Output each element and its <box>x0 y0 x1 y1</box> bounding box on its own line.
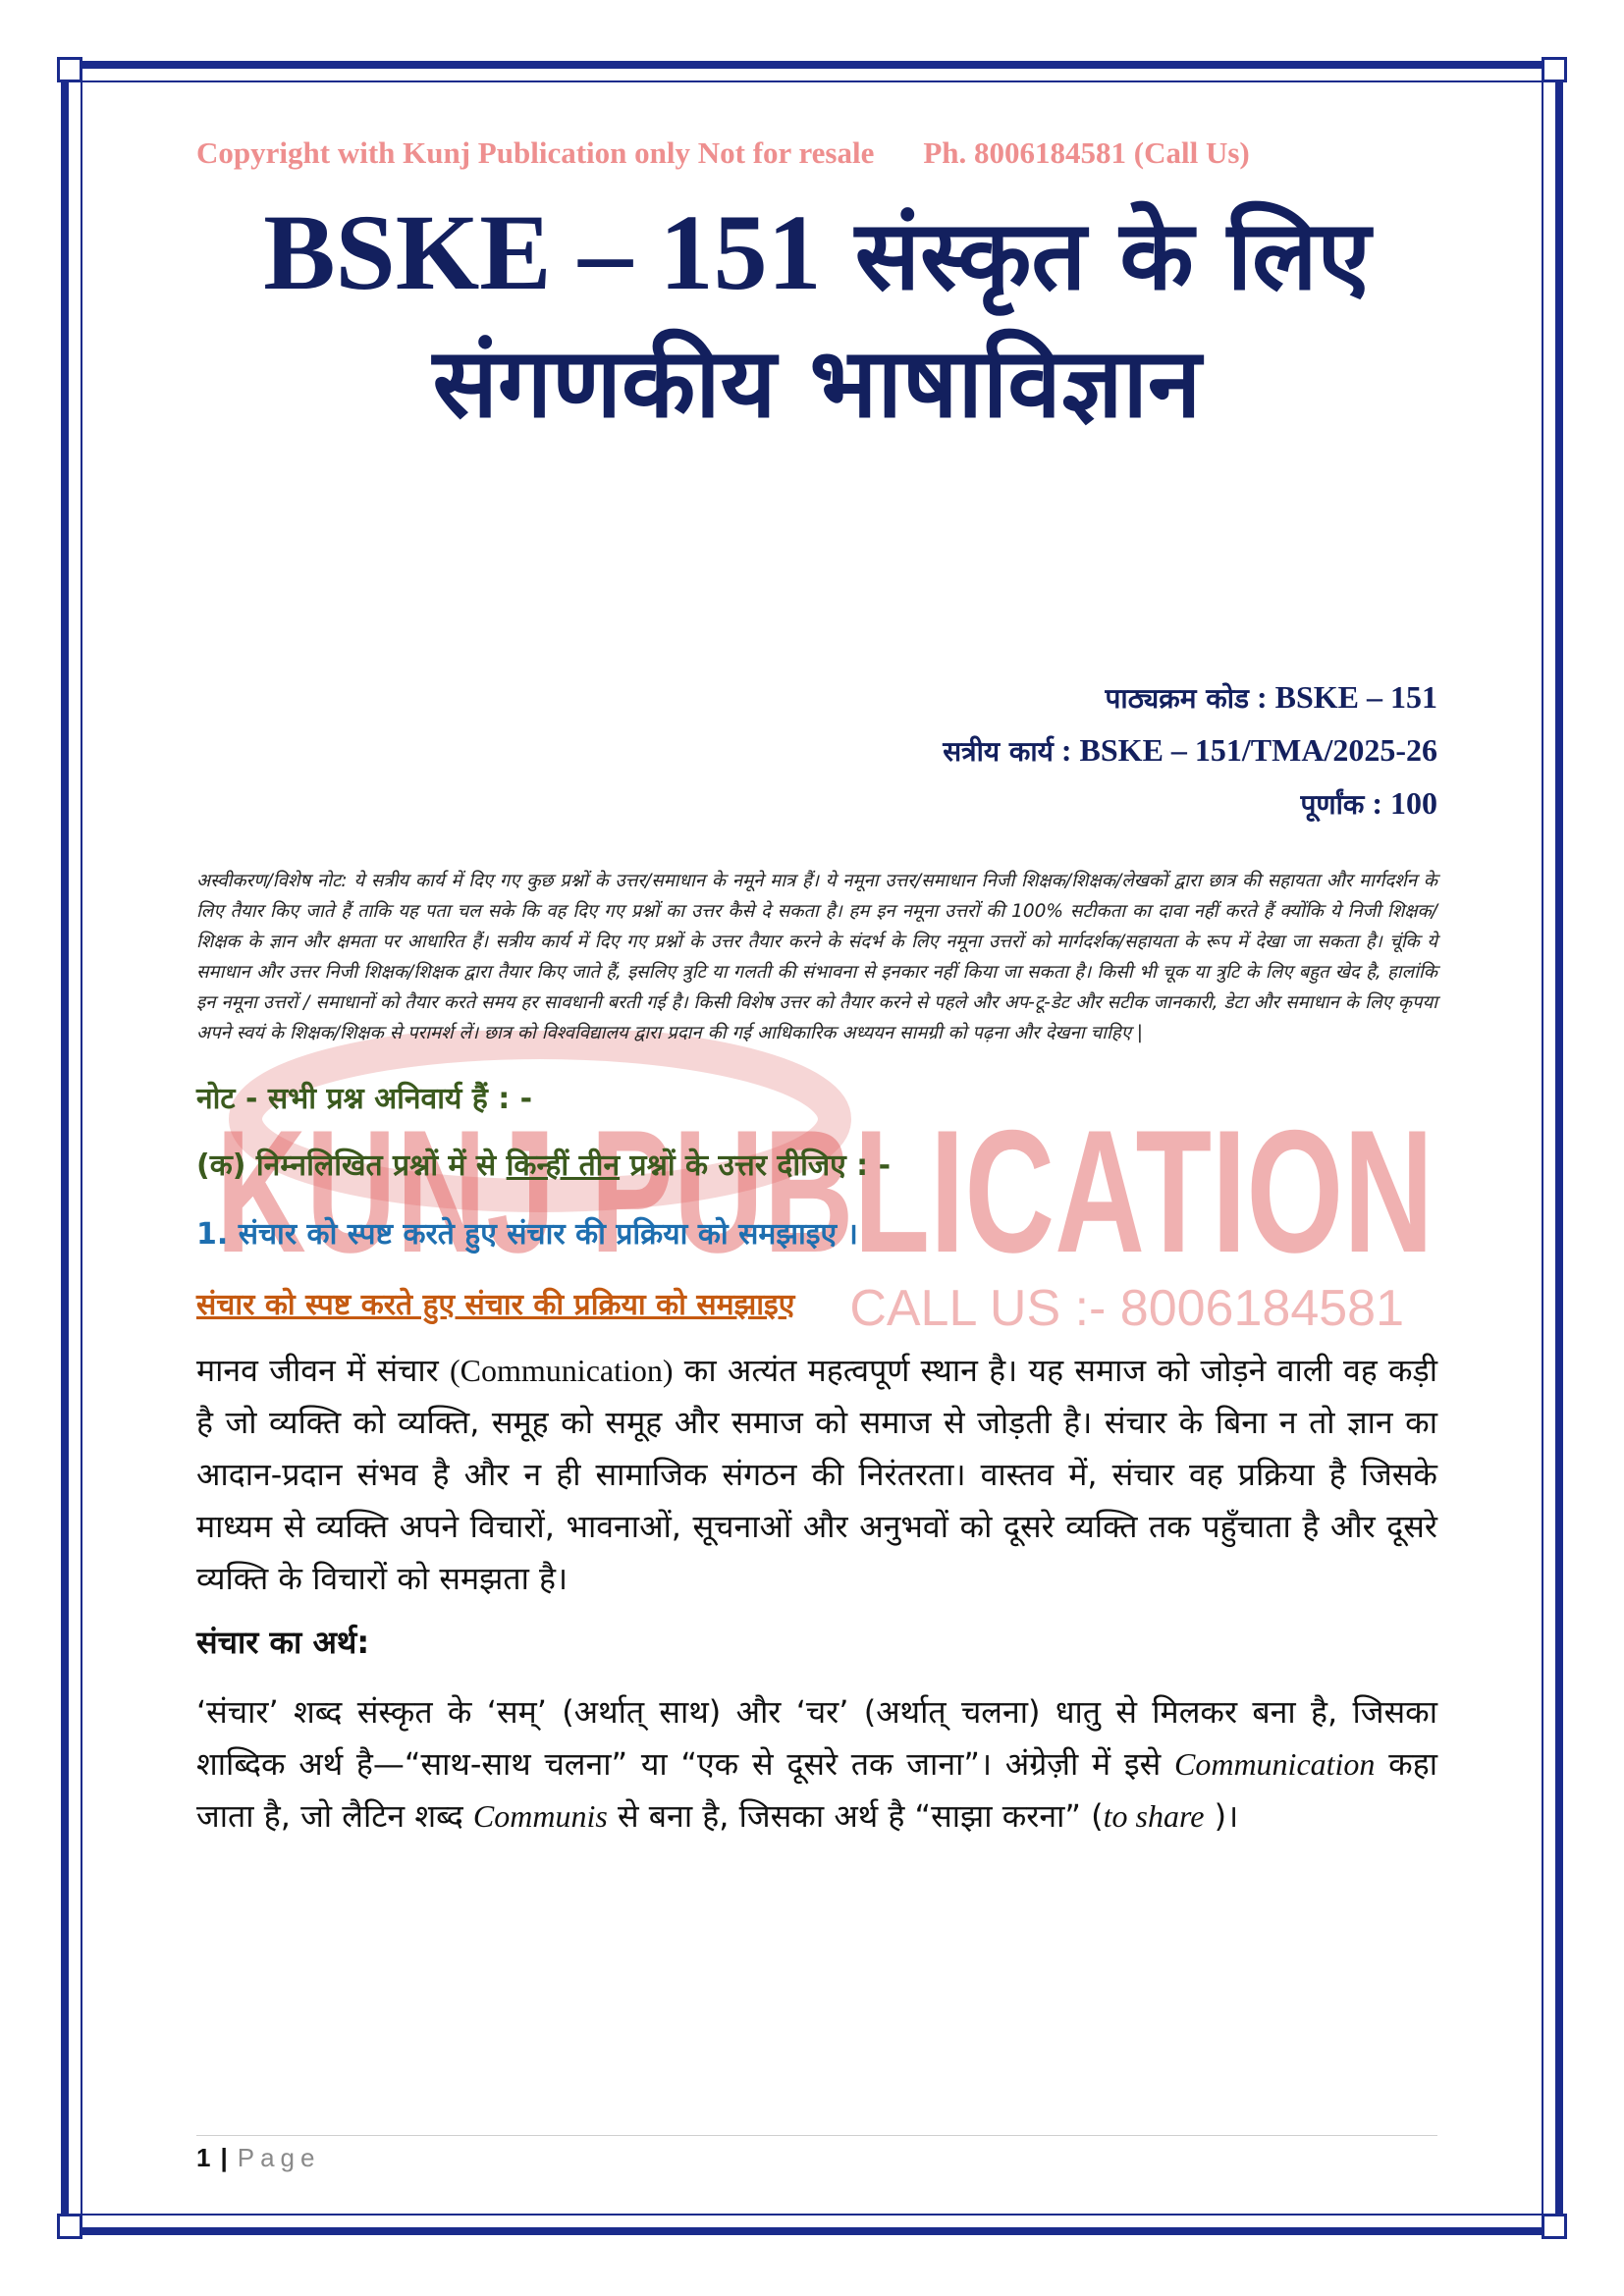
corner-ornament-bottom-left <box>57 2214 82 2239</box>
para1-term-communication: (Communication) <box>450 1353 674 1388</box>
question-1: 1. संचार को स्पष्ट करते हुए संचार की प्रक्रिया को समझाइए । <box>196 1217 858 1252</box>
title-hindi-line-1: संस्कृत के लिए <box>854 200 1371 312</box>
answer-paragraph-1 <box>196 1345 1437 1605</box>
max-marks-value: : 100 <box>1372 785 1437 821</box>
title-hindi-line-2: संगणकीय भाषाविज्ञान <box>432 328 1202 440</box>
course-code-label: पाठ्यक्रम कोड <box>1105 682 1249 715</box>
course-code-value: : BSKE – 151 <box>1256 679 1437 715</box>
page-label: Page <box>237 2143 321 2172</box>
title-line-1 <box>196 188 1437 320</box>
para1-part-c: का अत्यंत महत्वपूर्ण स्थान है। यह समाज को जोड़ने वाली वह कड़ी है जो व्यक्ति को व्यक्ति, समूह को समूह और समाज को समाज से जोड़ती है। संचार के बिना न तो ज्ञान का आदान-प्रदान संभव है और न ही सामाजिक संगठन की निरंतरता। वास्तव में, संचार वह प्रक्रिया है जिसके माध्यम से व्यक्ति अपने विचारों, भावनाओं, सूचनाओं और अनुभवों को दूसरे व्यक्ति तक पहुँचाता है और दूसरे व्यक्ति के विचारों को समझता है। <box>196 1352 1437 1597</box>
instruction-suffix: प्रश्नों के उत्तर दीजिए : - <box>620 1148 892 1183</box>
assignment-row <box>196 724 1437 777</box>
para2-part-a: ‘संचार’ शब्द संस्कृत के ‘सम्’ (अर्थात् साथ) और ‘चर’ (अर्थात् चलना) धातु से मिलकर बना है, जिसका शाब्दिक अर्थ है—“साथ-साथ चलना” या “एक से दूसरे तक जाना”। अंग्रेज़ी में इसे <box>196 1693 1437 1783</box>
para2-term-to-share: to share <box>1103 1798 1205 1834</box>
corner-ornament-top-left <box>57 57 82 82</box>
assignment-value: : BSKE – 151/TMA/2025-26 <box>1060 732 1437 768</box>
instruction-underlined: किन्हीं तीन <box>506 1148 621 1183</box>
para1-part-a: मानव जीवन में संचार <box>196 1352 451 1389</box>
corner-ornament-bottom-right <box>1542 2214 1567 2239</box>
max-marks-row <box>196 777 1437 830</box>
max-marks-label: पूर्णांक <box>1300 788 1365 821</box>
para2-part-e: से बना है, जिसका अर्थ है “साझा करना” ( <box>607 1797 1104 1835</box>
phone-text: Ph. 8006184581 (Call Us) <box>923 135 1250 170</box>
disclaimer-note: अस्वीकरण/विशेष नोट: ये सत्रीय कार्य में दिए गए कुछ प्रश्नों के उत्तर/समाधान के नमूने मात्र हैं। ये नमूना उत्तर/समाधान निजी शिक्षक/शिक्षक/लेखकों द्वारा छात्र की सहायता और मार्गदर्शन के लिए तैयार किए जाते हैं ताकि यह पता चल सके कि वह दिए गए प्रश्नों का उत्तर कैसे दे सकता है। हम इन नमूना उत्तरों की 100% सटीकता का दावा नहीं करते हैं क्योंकि ये निजी शिक्षक/शिक्षक के ज्ञान और क्षमता पर आधारित हैं। सत्रीय कार्य में दिए गए प्रश्नों के उत्तर तैयार करने के संदर्भ के लिए नमूना उत्तरों को मार्गदर्शक/सहायता के रूप में देखा जा सकता है। चूंकि ये समाधान और उत्तर निजी शिक्षक/शिक्षक द्वारा तैयार किए जाते हैं, इसलिए त्रुटि या गलती की संभावना से इनकार नहीं किया जा सकता है। किसी भी चूक या त्रुटि के लिए बहुत खेद है, हालांकि इन नमूना उत्तरों / समाधानों को तैयार करते समय हर सावधानी बरती गई है। किसी विशेष उत्तर को तैयार करने से पहले और अप-टू-डेट और सटीक जानकारी, डेटा और समाधान के लिए कृपया अपने स्वयं के शिक्षक/शिक्षक से परामर्श लें। छात्र को विश्वविद्यालय द्वारा प्रदान की गई आधिकारिक अध्ययन सामग्री को पढ़ना और देखना चाहिए | <box>196 871 1437 1043</box>
meaning-subheading: संचार का अर्थ: <box>196 1624 370 1661</box>
assignment-label: सत्रीय कार्य <box>943 735 1054 768</box>
page-footer <box>196 2143 320 2173</box>
copyright-text: Copyright with Kunj Publication only Not for resale <box>196 135 875 170</box>
copyright-header <box>196 135 1437 171</box>
page-number: 1 <box>196 2143 211 2172</box>
answer-paragraph-2 <box>196 1686 1437 1842</box>
page-content <box>196 135 1437 1842</box>
course-code-title: BSKE – 151 <box>263 192 822 312</box>
footer-separator: | <box>220 2143 228 2172</box>
watermark-brand: KUNJ PUBLICATION <box>216 1094 1434 1289</box>
watermark-call: CALL US :- 8006184581 <box>849 1280 1404 1337</box>
para2-term-communication: Communication <box>1173 1746 1376 1782</box>
assignment-meta <box>196 671 1437 830</box>
corner-ornament-top-right <box>1542 57 1567 82</box>
para2-part-c: कहा जाता है, जो लैटिन शब्द <box>196 1745 1437 1835</box>
para2-term-communis: Communis <box>472 1798 608 1834</box>
answer-heading: संचार को स्पष्ट करते हुए संचार की प्रक्रिया को समझाइए <box>196 1288 795 1322</box>
document-title <box>196 188 1437 448</box>
para2-part-g: )। <box>1204 1797 1239 1835</box>
section-instruction <box>196 1145 1437 1188</box>
instruction-prefix: (क) निम्नलिखित प्रश्नों में से <box>196 1148 507 1183</box>
note-all-compulsory: नोट - सभी प्रश्न अनिवार्य हैं : - <box>196 1082 533 1116</box>
footer-divider <box>196 2135 1437 2136</box>
course-code-row <box>196 671 1437 724</box>
